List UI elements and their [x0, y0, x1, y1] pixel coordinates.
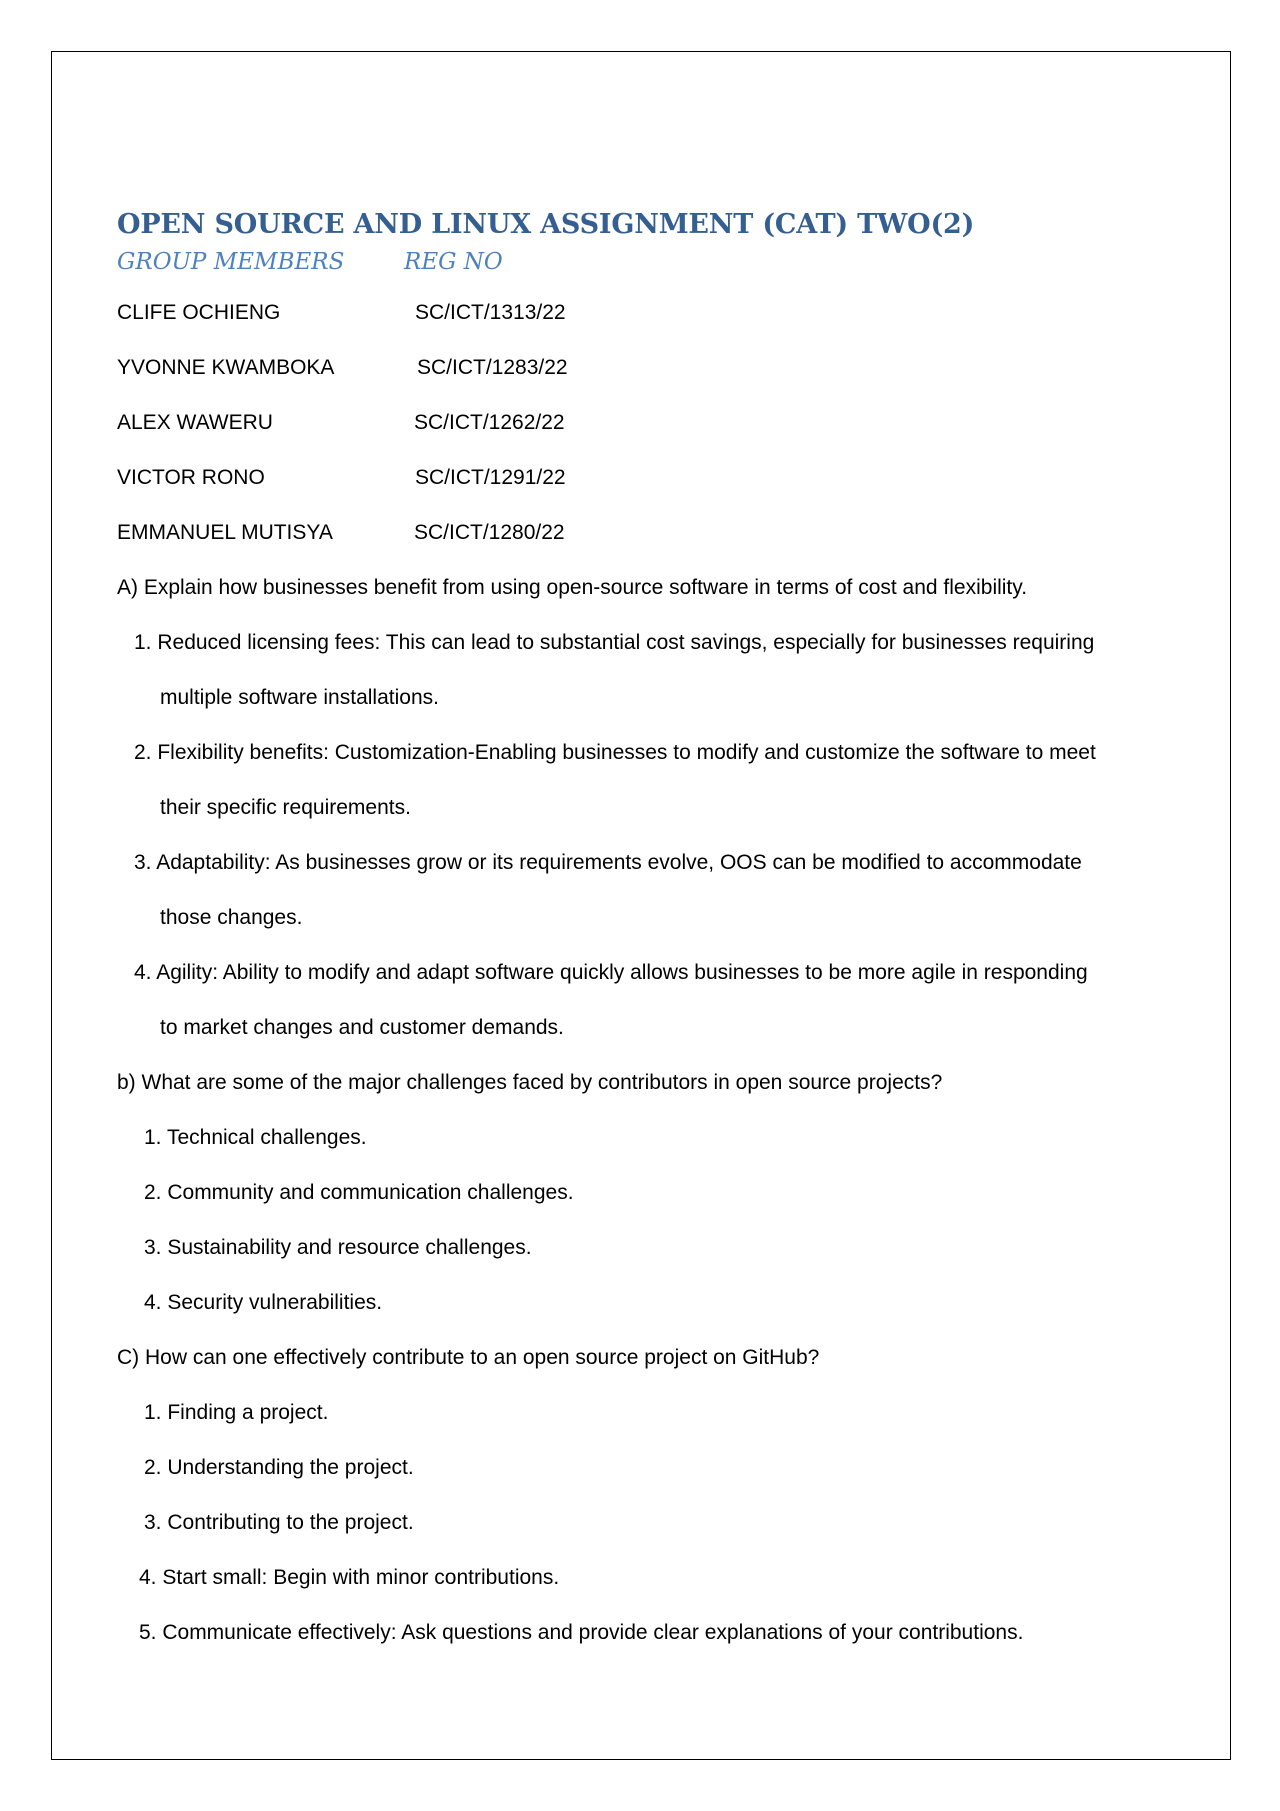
document-title: OPEN SOURCE AND LINUX ASSIGNMENT (CAT) TWO(2) [117, 209, 975, 240]
members-header [117, 250, 1187, 290]
list-item: 1. Technical challenges. [144, 1126, 367, 1149]
member-row [117, 296, 1187, 351]
list-item-continued: those changes. [160, 906, 303, 929]
question-a: A) Explain how businesses benefit from using open-source software in terms of cost and flexibility. [117, 576, 1028, 599]
list-item-continued: multiple software installations. [160, 686, 439, 709]
member-reg: SC/ICT/1262/22 [414, 411, 565, 434]
member-row [117, 461, 1187, 516]
member-reg: SC/ICT/1283/22 [417, 356, 568, 379]
list-item: 3. Adaptability: As businesses grow or its requirements evolve, OOS can be modified to accommodate [134, 851, 1082, 874]
member-reg: SC/ICT/1291/22 [415, 466, 566, 489]
member-name: ALEX WAWERU [117, 411, 273, 434]
list-item: 1. Finding a project. [144, 1401, 329, 1424]
list-item: 4. Agility: Ability to modify and adapt software quickly allows businesses to be more agile in responding [134, 961, 1088, 984]
member-row [117, 516, 1187, 571]
document-body [117, 200, 1187, 1671]
list-item: 4. Start small: Begin with minor contributions. [139, 1566, 560, 1589]
list-item: 3. Contributing to the project. [144, 1511, 414, 1534]
list-item: 3. Sustainability and resource challenges. [144, 1236, 532, 1259]
group-members-heading: GROUP MEMBERS [117, 249, 345, 275]
question-c: C) How can one effectively contribute to an open source project on GitHub? [117, 1346, 820, 1369]
member-name: EMMANUEL MUTISYA [117, 521, 333, 544]
list-item: 2. Flexibility benefits: Customization-Enabling businesses to modify and customize the software to meet [134, 741, 1096, 764]
list-item-continued: their specific requirements. [160, 796, 411, 819]
list-item: 1. Reduced licensing fees: This can lead to substantial cost savings, especially for businesses requiring [134, 631, 1095, 654]
member-reg: SC/ICT/1313/22 [415, 301, 566, 324]
member-name: CLIFE OCHIENG [117, 301, 281, 324]
member-reg: SC/ICT/1280/22 [414, 521, 565, 544]
member-name: VICTOR RONO [117, 466, 265, 489]
list-item: 2. Community and communication challenges. [144, 1181, 574, 1204]
member-row [117, 406, 1187, 461]
list-item: 4. Security vulnerabilities. [144, 1291, 383, 1314]
list-item: 2. Understanding the project. [144, 1456, 414, 1479]
member-row [117, 351, 1187, 406]
reg-no-heading: REG NO [404, 249, 503, 275]
member-name: YVONNE KWAMBOKA [117, 356, 335, 379]
list-item: 5. Communicate effectively: Ask questions and provide clear explanations of your contributions. [139, 1621, 1024, 1644]
list-item-continued: to market changes and customer demands. [160, 1016, 564, 1039]
question-b: b) What are some of the major challenges faced by contributors in open source projects? [117, 1071, 943, 1094]
